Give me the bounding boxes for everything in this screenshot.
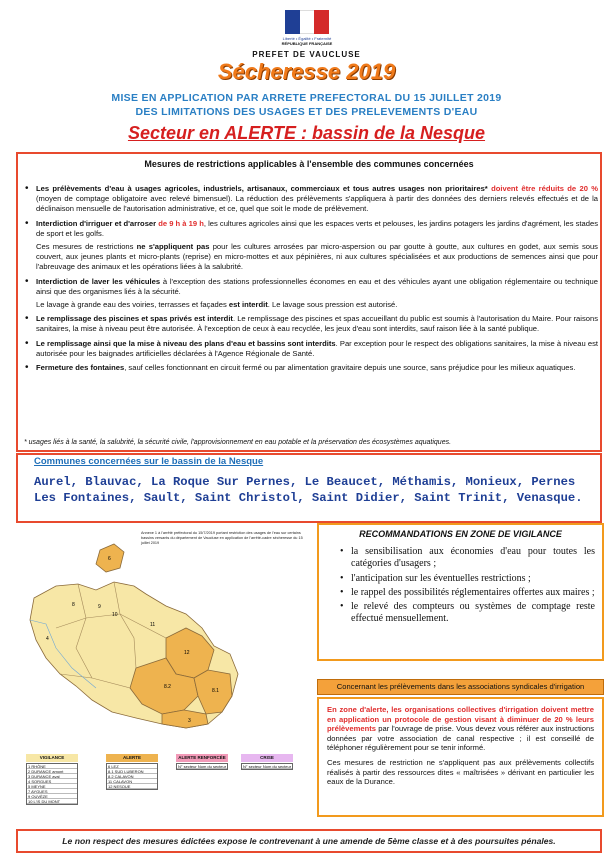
map-label-9: 9 [98, 604, 101, 610]
marianne-logo [279, 10, 335, 46]
measure-paragraph: Ces mesures de restrictions ne s'appliquent pas pour les cultures arrosées par micro-aspersion ou par goutte à goutte, aux cultures en godet, aux semis sous couvert, aux jeunes plants et micro-plants (reprise) en micro-mottes et aux pépinières, ni aux cultures spécialisées et aux productions de semences ainsi que pour l'abreuvage des animaux et les opérations liées à la salubrité. [36, 242, 598, 272]
map-caption: Annexe 1 à l'arrêté préfectoral du 15/7/2019 portant restriction des usages de l'eau sur certains bassins versants du département de Vaucluse en application de l'arrêté-cadre sécheresse du 15 juillet 2019 [141, 531, 303, 545]
map-label-8: 8 [72, 602, 75, 608]
communes-title: Communes concernées sur le bassin de la Nesque [34, 456, 264, 467]
map-label-4: 4 [46, 636, 49, 642]
map-label-12: 12 [184, 650, 190, 656]
penalty-notice: Le non respect des mesures édictées expose le contrevenant à une amende de 5ème classe et à des poursuites pénales. [16, 829, 602, 853]
legend-alerte-renforcee: ALERTE RENFORCÉE N° secteur Nom du secteur [178, 755, 227, 769]
measure-item: • Fermeture des fontaines, sauf celles fonctionnant en circuit fermé ou par alimentation gravitaire depuis une source, sans préjudice pour les milieux aquatiques. [36, 363, 598, 373]
communes-list: Aurel, Blauvac, La Roque Sur Pernes, Le Beaucet, Méthamis, Monieux, Pernes Les Fontaines, Sault, Saint Christol, Saint Didier, Saint Trinit, Venasque. [34, 475, 583, 505]
map-label-3: 3 [188, 718, 191, 724]
recommendations-box [317, 523, 604, 661]
map-legend [26, 754, 306, 814]
subtitle-line-1: MISE EN APPLICATION PAR ARRETE PREFECTORAL DU 15 JUILLET 2019 [111, 92, 502, 104]
list-item: • le relevé des compteurs ou systèmes de comptage reste effectué mensuellement. [351, 601, 595, 626]
recommendations-list [351, 546, 595, 628]
associations-header: Concernant les prélèvements dans les associations syndicales d'irrigation [317, 679, 604, 695]
measures-title: Mesures de restrictions applicables à l'ensemble des communes concernées [144, 159, 474, 169]
map-label-10: 10 [112, 612, 118, 618]
list-item: • l'anticipation sur les éventuelles restrictions ; [351, 573, 595, 585]
measure-item: • Le remplissage ainsi que la mise à niveau des plans d'eau et bassins sont interdits. Par exception pour le respect des obligations sanitaires, la mise à niveau est autorisée pour les baignades artificielles déclarées à l'Agence Régionale de Santé. [36, 339, 598, 359]
footnote: * usages liés à la santé, la salubrité, la sécurité civile, l'approvisionnement en eau potable et la préservation des écosystèmes aquatiques. [24, 439, 452, 446]
legend-alerte: ALERTE 6 LEZ 8.1 SUD LUBERON 8.2 CALAVON 11 CALAVON 12 NESQUE [106, 754, 158, 790]
page-title: Sécheresse 2019 [217, 59, 396, 84]
measure-item: • Les prélèvements d'eau à usages agricoles, industriels, artisanaux, commerciaux et tous autres usages non prioritaires* doivent être réduits de 20 % (moyen de comptage obligatoire avec relevé bimensuel). La réduction des prélèvements s'appliquera à partir des données des derniers relevés effectués et de la déclinaison mensuelle de l'autorisation administrative, et ce, quel que soit le mode de prélèvement. [36, 184, 598, 215]
measure-item: • Interdiction de laver les véhicules à l'exception des stations professionnelles économes en eau et des véhicules ayant une obligation réglementaire ou technique ainsi que des organismes liés à la sécurité. Le lavage à grande eau des voiries, terrasses et façades est interdit. Le lavage sous pression est autorisé. [36, 277, 598, 311]
vaucluse-map [16, 528, 312, 758]
map-label-6: 6 [108, 556, 111, 562]
measures-box [16, 152, 602, 452]
associations-paragraph: Ces mesures de restriction ne s'appliquent pas aux prélèvements collectifs réalisés à partir des ressources dites « maîtrisées » dérivant en particulier les eaux de la Durance. [327, 757, 594, 787]
legend-crise: CRISE N° secteur Nom du secteur [243, 755, 292, 769]
associations-paragraph: En zone d'alerte, les organisations collectives d'irrigation doivent mettre en application un protocole de gestion visant à diminuer de 20 % leurs prélèvements par l'ouvrage de prise. Vous devez vous référer aux instructions données par votre association de canal respective ; il est conseillé de téléphoner régulièrement pour se tenir informé. [327, 705, 594, 753]
measure-paragraph: Le lavage à grande eau des voiries, terrasses et façades est interdit. Le lavage sous pression est autorisé. [36, 300, 398, 310]
measure-item: • Le remplissage des piscines et spas privés est interdit. Le remplissage des piscines et spas accueillant du public est soumis à l'autorisation du Maire. Pour raisons sanitaires, la mise à niveau peut être autorisée. À l'exception de ceux à eau recyclée, les jeux d'eau sont interdits, sauf raison liée à la santé publique. [36, 314, 598, 334]
communes-box [16, 453, 602, 523]
subtitle-line-2: DES LIMITATIONS DES USAGES ET DES PRELEVEMENTS D'EAU [135, 106, 478, 118]
associations-box [317, 697, 604, 817]
legend-vigilance: VIGILANCE 1 RHÔNE 2 DURANCE amont 3 DURANCE aval 4 SORGUES 5 MEYNE 7 AYGUES 9 OUVÈZE 10 L'IS DU MONT [26, 754, 78, 805]
map-area [16, 528, 312, 820]
list-item: • le rappel des possibilités réglementaires offertes aux maires ; [351, 587, 595, 599]
prefet-label: PREFET DE VAUCLUSE [252, 50, 361, 59]
french-flag-icon [285, 10, 329, 34]
map-label-8-2: 8.2 [164, 684, 171, 690]
motto: Liberté • Égalité • Fraternité [282, 36, 332, 41]
recommendations-title: RECOMMANDATIONS EN ZONE DE VIGILANCE [359, 529, 562, 539]
sector-title: Secteur en ALERTE : bassin de la Nesque [127, 123, 486, 143]
measures-list [36, 184, 598, 377]
measure-item: • Interdiction d'irriguer et d'arroser de 9 h à 19 h, les cultures agricoles ainsi que les espaces verts et pelouses, les jardins potagers les jardins d'agrément, les stades de sport et les golfs. Ces mesures de restrictions ne s'appliquent pas pour les cultures arrosées par micro-aspersion ou par goutte à goutte, aux cultures en godet, aux semis sous couvert, aux jeunes plants et micro-plants (reprise) en micro-mottes et aux pépinières, ni aux cultures spécialisées et aux productions de semences ainsi que pour l'abreuvage des animaux et les opérations liées à la salubrité. [36, 219, 598, 273]
list-item: • la sensibilisation aux économies d'eau pour toutes les catégories d'usagers ; [351, 546, 595, 571]
map-label-11: 11 [150, 622, 156, 628]
republique-label: RÉPUBLIQUE FRANÇAISE [281, 41, 333, 46]
map-label-8-1: 8.1 [212, 688, 219, 694]
